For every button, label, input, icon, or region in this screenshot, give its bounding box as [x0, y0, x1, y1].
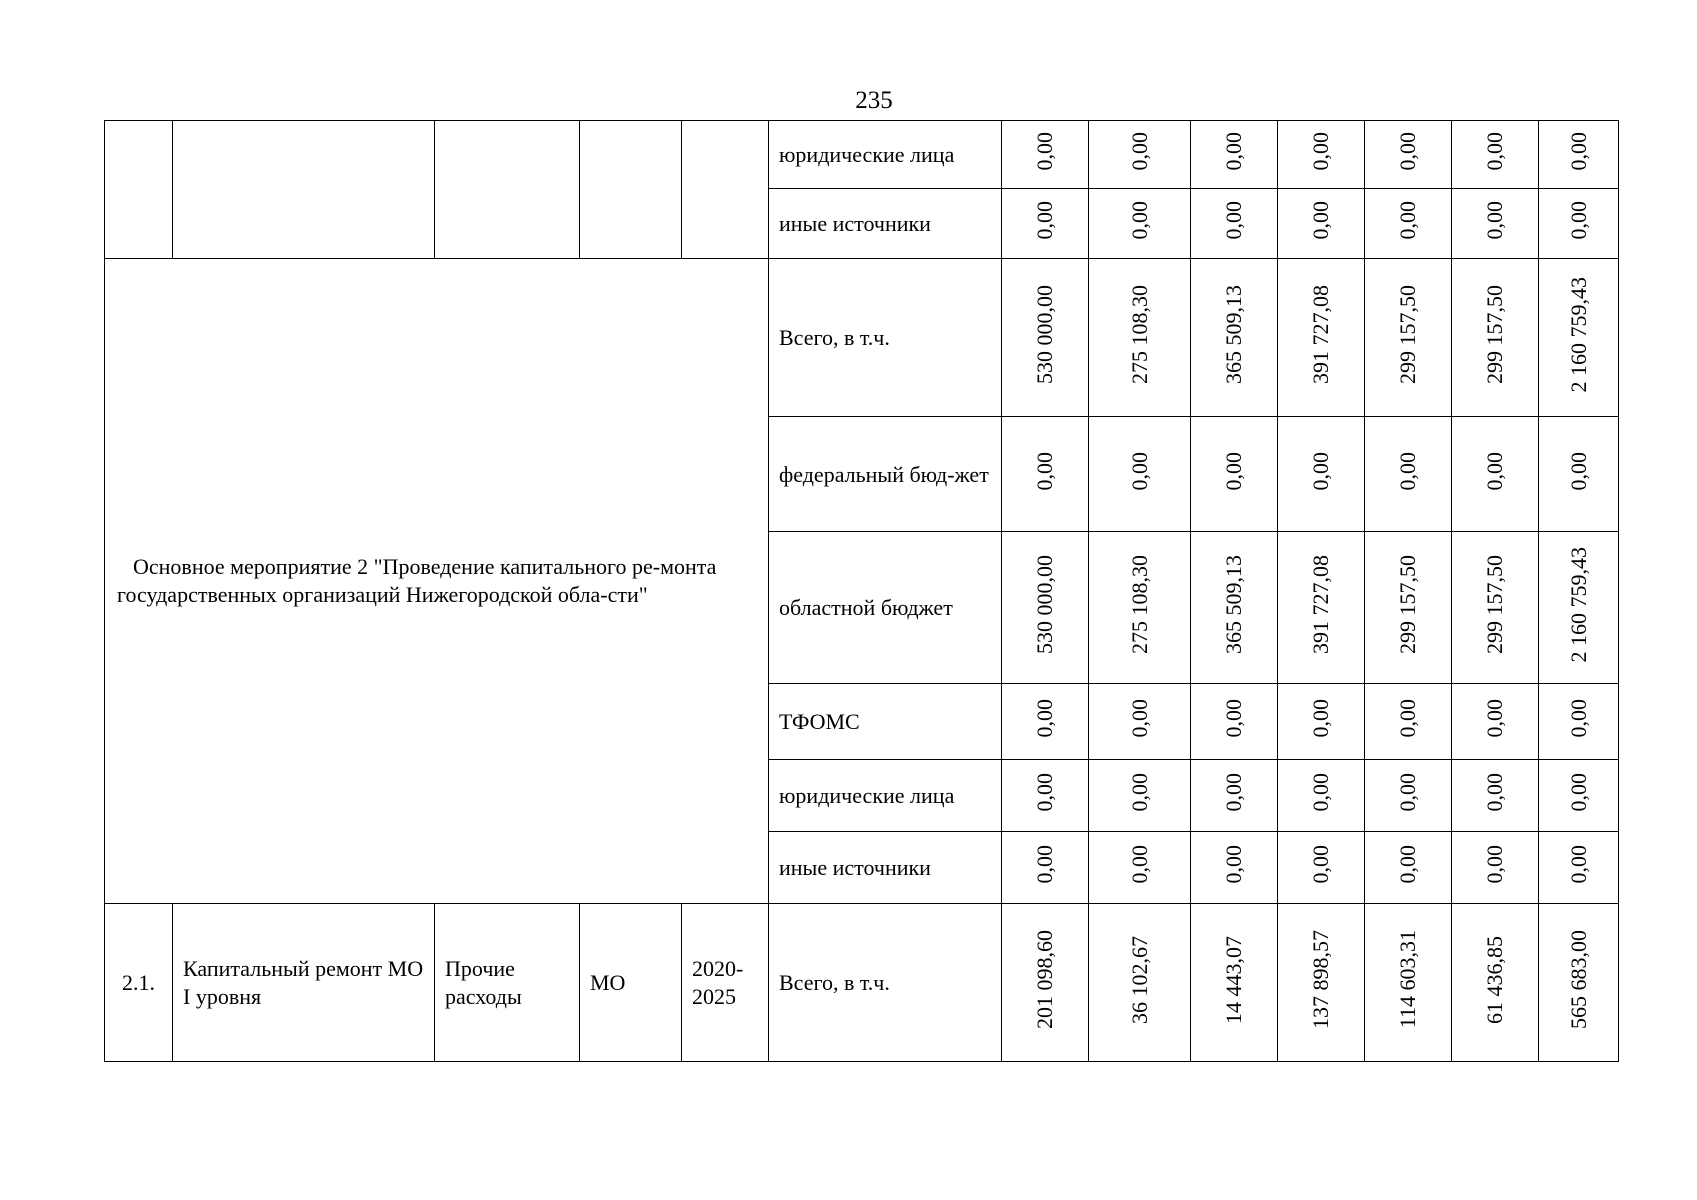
value-cell	[1539, 189, 1619, 259]
value-text: 0,00	[1032, 451, 1057, 491]
value-text: 0,00	[1482, 845, 1507, 884]
funding-source-cell: иные источники	[769, 189, 1002, 259]
value-text: 0,00	[1395, 132, 1420, 171]
value-text: 299 157,50	[1395, 555, 1420, 654]
value-cell	[1002, 760, 1089, 832]
value-text: 61 436,85	[1482, 935, 1507, 1024]
value-cell	[1452, 259, 1539, 417]
value-cell	[1539, 832, 1619, 904]
funding-source-cell: юридические лица	[769, 121, 1002, 189]
value-cell	[1089, 760, 1191, 832]
value-text: 201 098,60	[1032, 930, 1057, 1029]
value-cell	[1278, 760, 1365, 832]
value-text: 0,00	[1308, 132, 1333, 171]
value-text: 391 727,08	[1308, 285, 1333, 384]
value-text: 0,00	[1308, 773, 1333, 812]
value-cell	[1002, 189, 1089, 259]
value-text: 0,00	[1308, 201, 1333, 240]
value-cell	[1365, 832, 1452, 904]
value-cell	[1452, 532, 1539, 684]
value-cell	[1089, 121, 1191, 189]
value-cell	[1191, 121, 1278, 189]
value-cell	[1452, 417, 1539, 532]
value-cell	[1089, 259, 1191, 417]
value-cell	[1365, 417, 1452, 532]
value-cell	[1191, 684, 1278, 760]
empty-cell	[682, 121, 769, 259]
value-cell	[1278, 417, 1365, 532]
value-text: 0,00	[1221, 132, 1246, 171]
page-number: 235	[855, 87, 893, 114]
value-text: 0,00	[1482, 132, 1507, 171]
value-text: 0,00	[1565, 132, 1591, 171]
value-text: 0,00	[1032, 845, 1057, 884]
value-cell	[1365, 259, 1452, 417]
value-text: 2 160 759,43	[1565, 546, 1591, 663]
value-cell	[1539, 760, 1619, 832]
value-text: 0,00	[1126, 451, 1152, 491]
value-cell	[1452, 121, 1539, 189]
value-text: 0,00	[1221, 451, 1246, 491]
value-cell	[1002, 684, 1089, 760]
value-text: 137 898,57	[1308, 930, 1333, 1029]
value-cell	[1002, 904, 1089, 1062]
value-cell	[1278, 121, 1365, 189]
value-text: 0,00	[1565, 773, 1591, 812]
funding-source-cell: областной бюджет	[769, 532, 1002, 684]
value-text: 0,00	[1565, 201, 1591, 240]
value-text: 0,00	[1565, 699, 1591, 738]
funding-source-cell: Всего, в т.ч.	[769, 259, 1002, 417]
value-text: 0,00	[1126, 773, 1152, 812]
empty-cell	[435, 121, 580, 259]
value-text: 0,00	[1126, 201, 1152, 240]
value-cell	[1089, 189, 1191, 259]
value-text: 365 509,13	[1221, 555, 1246, 654]
value-text: 565 683,00	[1565, 930, 1591, 1029]
value-text: 530 000,00	[1032, 285, 1057, 384]
budget-table	[104, 120, 1619, 1062]
value-cell	[1191, 832, 1278, 904]
value-cell	[1365, 532, 1452, 684]
value-cell	[1191, 259, 1278, 417]
funding-source-cell: Всего, в т.ч.	[769, 904, 1002, 1062]
value-cell	[1278, 904, 1365, 1062]
item-period-cell: 2020-2025	[682, 904, 769, 1062]
value-cell	[1539, 684, 1619, 760]
value-cell	[1002, 121, 1089, 189]
item-name-cell: Капитальный ремонт МО I уровня	[173, 904, 435, 1062]
value-cell	[1365, 684, 1452, 760]
value-cell	[1002, 259, 1089, 417]
value-cell	[1539, 259, 1619, 417]
value-cell	[1452, 760, 1539, 832]
value-cell	[1452, 189, 1539, 259]
value-cell	[1002, 417, 1089, 532]
value-text: 0,00	[1126, 132, 1152, 171]
item-number-cell: 2.1.	[105, 904, 173, 1062]
value-text: 0,00	[1395, 451, 1420, 491]
value-text: 0,00	[1482, 699, 1507, 738]
value-text: 0,00	[1565, 845, 1591, 884]
value-cell	[1539, 904, 1619, 1062]
value-text: 0,00	[1482, 451, 1507, 491]
value-cell	[1452, 684, 1539, 760]
value-cell	[1278, 684, 1365, 760]
value-cell	[1191, 189, 1278, 259]
value-cell	[1278, 532, 1365, 684]
value-text: 0,00	[1221, 201, 1246, 240]
value-cell	[1452, 904, 1539, 1062]
value-cell	[1002, 832, 1089, 904]
value-text: 0,00	[1032, 132, 1057, 171]
value-text: 0,00	[1032, 773, 1057, 812]
value-cell	[1089, 832, 1191, 904]
value-text: 0,00	[1032, 699, 1057, 738]
value-text: 0,00	[1482, 201, 1507, 240]
value-text: 0,00	[1221, 773, 1246, 812]
value-text: 0,00	[1221, 699, 1246, 738]
value-text: 0,00	[1308, 845, 1333, 884]
table-row	[105, 121, 1619, 189]
value-text: 36 102,67	[1126, 935, 1152, 1024]
value-text: 0,00	[1126, 845, 1152, 884]
empty-cell	[580, 121, 682, 259]
value-cell	[1278, 259, 1365, 417]
value-cell	[1365, 121, 1452, 189]
value-text: 391 727,08	[1308, 555, 1333, 654]
value-text: 299 157,50	[1482, 555, 1507, 654]
value-cell	[1452, 832, 1539, 904]
value-cell	[1191, 904, 1278, 1062]
table-row	[105, 259, 1619, 417]
value-cell	[1539, 532, 1619, 684]
value-text: 0,00	[1482, 773, 1507, 812]
value-text: 275 108,30	[1126, 555, 1152, 654]
value-text: 0,00	[1308, 451, 1333, 491]
value-cell	[1191, 532, 1278, 684]
value-cell	[1365, 904, 1452, 1062]
value-cell	[1365, 760, 1452, 832]
value-text: 2 160 759,43	[1565, 276, 1591, 393]
value-text: 0,00	[1126, 699, 1152, 738]
funding-source-cell: иные источники	[769, 832, 1002, 904]
value-cell	[1191, 760, 1278, 832]
value-text: 14 443,07	[1221, 935, 1246, 1024]
value-cell	[1002, 532, 1089, 684]
value-text: 0,00	[1221, 845, 1246, 884]
value-text: 0,00	[1032, 201, 1057, 240]
value-cell	[1191, 417, 1278, 532]
value-cell	[1089, 684, 1191, 760]
value-cell	[1089, 532, 1191, 684]
value-text: 275 108,30	[1126, 285, 1152, 384]
empty-cell	[105, 121, 173, 259]
funding-source-cell: юридические лица	[769, 760, 1002, 832]
empty-cell	[173, 121, 435, 259]
value-text: 114 603,31	[1395, 930, 1420, 1029]
value-text: 0,00	[1395, 201, 1420, 240]
value-text: 0,00	[1395, 845, 1420, 884]
item-category-cell: Прочие расходы	[435, 904, 580, 1062]
value-text: 0,00	[1395, 773, 1420, 812]
value-cell	[1539, 121, 1619, 189]
value-cell	[1089, 904, 1191, 1062]
value-text: 0,00	[1308, 699, 1333, 738]
value-text: 530 000,00	[1032, 555, 1057, 654]
value-text: 0,00	[1565, 451, 1591, 491]
value-cell	[1278, 832, 1365, 904]
value-cell	[1539, 417, 1619, 532]
value-text: 0,00	[1395, 699, 1420, 738]
value-cell	[1089, 417, 1191, 532]
measure-title-cell: Основное мероприятие 2 "Проведение капитального ре-монта государственных организаций Нижегородской обла-сти"	[105, 259, 769, 904]
funding-source-cell: федеральный бюд-жет	[769, 417, 1002, 532]
value-text: 365 509,13	[1221, 285, 1246, 384]
item-executor-cell: МО	[580, 904, 682, 1062]
value-cell	[1278, 189, 1365, 259]
value-text: 299 157,50	[1482, 285, 1507, 384]
value-text: 299 157,50	[1395, 285, 1420, 384]
table-row	[105, 904, 1619, 1062]
value-cell	[1365, 189, 1452, 259]
funding-source-cell: ТФОМС	[769, 684, 1002, 760]
